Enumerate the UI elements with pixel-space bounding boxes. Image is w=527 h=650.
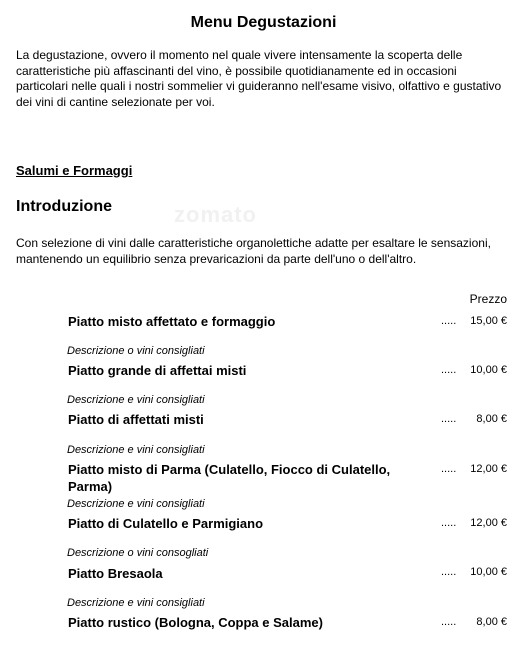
menu-item-name: Piatto misto affettato e formaggio bbox=[68, 314, 276, 329]
leader-dots: ..... bbox=[441, 463, 457, 475]
menu-item-price: 12,00 € bbox=[470, 517, 507, 529]
price-column-header: Prezzo bbox=[469, 292, 507, 306]
section-heading: Salumi e Formaggi bbox=[16, 163, 133, 178]
menu-item-description: Descrizione o vini consogliati bbox=[67, 547, 209, 559]
watermark: zomato bbox=[174, 202, 257, 227]
page-title: Menu Degustazioni bbox=[190, 14, 337, 31]
menu-item-description: Descrizione e vini consigliati bbox=[67, 394, 205, 406]
menu-item-price: 15,00 € bbox=[470, 315, 507, 327]
subsection-title: Introduzione bbox=[16, 198, 112, 215]
leader-dots: ..... bbox=[441, 616, 457, 628]
menu-item-name: Piatto grande di affettai misti bbox=[68, 363, 247, 378]
menu-item-price: 10,00 € bbox=[470, 364, 507, 376]
menu-item-description: Descrizione e vini consigliati bbox=[67, 597, 205, 609]
menu-item-name: Piatto di Culatello e Parmigiano bbox=[68, 516, 264, 531]
leader-dots: ..... bbox=[441, 315, 457, 327]
menu-item-price: 12,00 € bbox=[470, 463, 507, 475]
menu-item-price: 8,00 € bbox=[476, 413, 507, 425]
leader-dots: ..... bbox=[441, 413, 457, 425]
menu-item-description: Descrizione e vini consigliati bbox=[67, 498, 205, 510]
menu-item-description: Descrizione o vini consigliati bbox=[67, 345, 205, 357]
menu-item-name: Piatto misto di Parma (Culatello, Fiocco di Culatello, Parma) bbox=[68, 462, 391, 494]
menu-item-price: 10,00 € bbox=[470, 566, 507, 578]
menu-item-name: Piatto di affettati misti bbox=[68, 412, 204, 427]
leader-dots: ..... bbox=[441, 566, 457, 578]
menu-item-price: 8,00 € bbox=[476, 616, 507, 628]
menu-item-name: Piatto rustico (Bologna, Coppa e Salame) bbox=[68, 615, 323, 630]
intro-paragraph: La degustazione, ovvero il momento nel quale vivere intensamente la scoperta delle caratteristiche più affascinanti del vino, è possibile quotidianamente ed in occasioni particolari nelle quali i nostri sommelier vi guideranno nell'esame visivo, olfattivo e gustativo dei vini di cantine selezionate per voi. bbox=[16, 48, 502, 109]
menu-item-name: Piatto Bresaola bbox=[68, 566, 163, 581]
section-description: Con selezione di vini dalle caratteristiche organolettiche adatte per esaltare le sensazioni, mantenendo un equilibrio senza prevaricazioni da parte dell'uno o dell'altro. bbox=[16, 236, 491, 266]
menu-item-description: Descrizione e vini consigliati bbox=[67, 444, 205, 456]
leader-dots: ..... bbox=[441, 517, 457, 529]
leader-dots: ..... bbox=[441, 364, 457, 376]
